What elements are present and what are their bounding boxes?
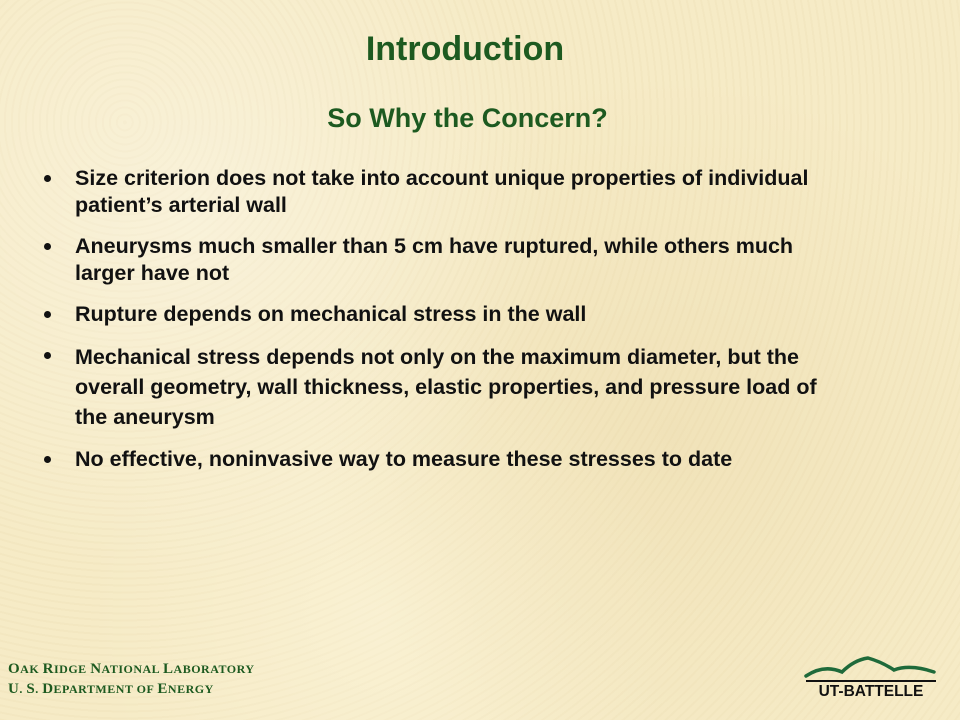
logo-mountain-icon (806, 658, 934, 676)
footer-word: IDGE (54, 662, 91, 676)
bullet-item (44, 342, 844, 432)
bullet-dot-icon (44, 175, 51, 182)
footer-cap: O (8, 661, 21, 677)
bullet-list (44, 165, 844, 473)
ut-battelle-logo (802, 654, 940, 702)
footer-cap: L (163, 661, 174, 677)
footer-cap: U (8, 681, 20, 697)
footer-word: EPARTMENT OF (53, 682, 158, 696)
footer-word: AK (20, 662, 43, 676)
bullet-text: Rupture depends on mechanical stress in the wall (75, 302, 587, 326)
bullet-text: Size criterion does not take into account unique properties of individual patient’s arterial wall (75, 166, 809, 217)
footer-line-laboratory (8, 659, 255, 679)
footer-word: . (19, 682, 27, 696)
footer-cap: S (26, 681, 36, 697)
bullet-item (44, 165, 844, 219)
bullet-text: Mechanical stress depends not only on the maximum diameter, but the overall geometry, wall thickness, elastic properties, and pressure load of the aneurysm (75, 345, 817, 429)
bullet-item (44, 301, 844, 328)
footer-line-department (8, 679, 255, 699)
slide-subtitle: So Why the Concern? (327, 103, 608, 133)
logo-text: UT-BATTELLE (818, 683, 924, 700)
bullet-dot-icon (44, 243, 51, 250)
ornl-doe-footer (8, 659, 255, 699)
bullet-dot-icon (44, 352, 51, 359)
bullet-text: No effective, noninvasive way to measure these stresses to date (75, 447, 733, 471)
slide-title: Introduction (365, 30, 565, 68)
footer-cap: E (157, 681, 168, 697)
footer-word: ATIONAL (101, 662, 164, 676)
footer-word: NERGY (167, 682, 214, 696)
footer-cap: D (42, 681, 54, 697)
footer-cap: N (90, 661, 102, 677)
footer-word: . (35, 682, 43, 696)
footer-word: ABORATORY (173, 662, 255, 676)
bullet-item (44, 233, 844, 287)
footer-cap: R (42, 661, 55, 677)
bullet-dot-icon (44, 311, 51, 318)
bullet-dot-icon (44, 456, 51, 463)
bullet-item (44, 446, 844, 473)
bullet-text: Aneurysms much smaller than 5 cm have ruptured, while others much larger have not (75, 234, 794, 285)
